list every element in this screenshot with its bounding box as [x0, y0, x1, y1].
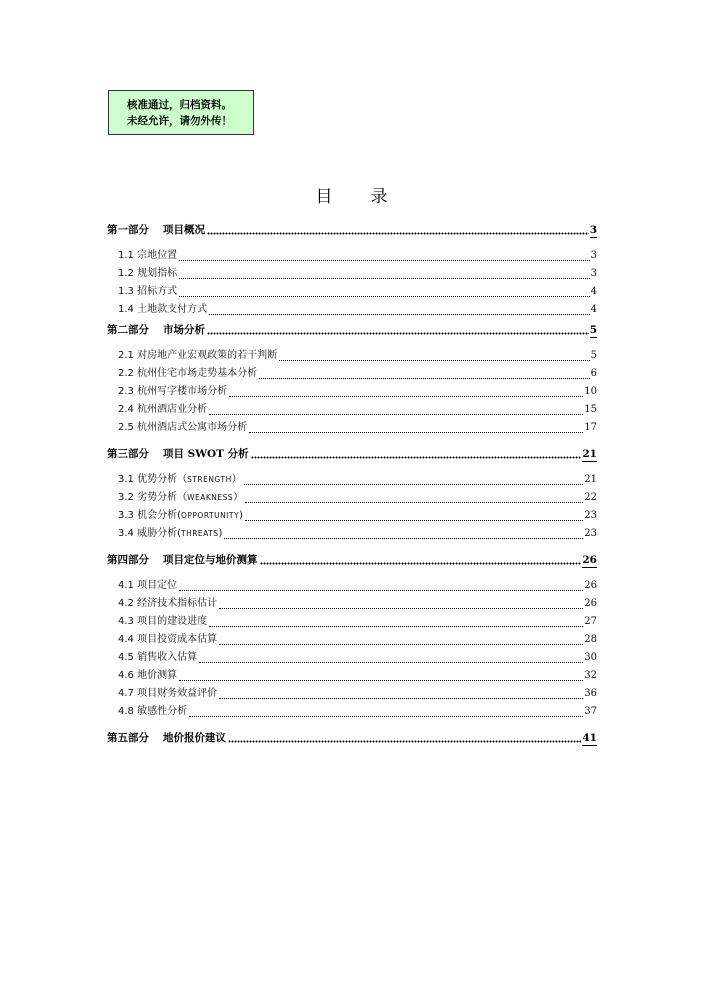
toc-section-paren-close: ): [239, 510, 243, 521]
toc-section-title: 4.8 敏感性分析: [118, 706, 188, 717]
toc-page-number: 22: [584, 492, 597, 503]
toc-entry-title: [118, 266, 177, 282]
toc-dot-leader: [245, 502, 583, 503]
toc-page-number: 26: [584, 598, 597, 609]
toc-part-title: 项目定位与地价测算: [163, 554, 258, 566]
toc-section-title: 3.1 优势分析（: [118, 474, 188, 485]
toc-dot-leader: [209, 626, 583, 627]
toc-section-title: 1.2 规划指标: [118, 268, 178, 279]
toc-dot-leader: [259, 378, 590, 379]
toc-dot-leader: [189, 716, 583, 717]
toc-title-char-2: 录: [370, 187, 388, 207]
toc-entry-title: [118, 526, 222, 542]
toc-entry-title: [118, 490, 243, 506]
toc-section-entry[interactable]: [118, 266, 597, 282]
toc-page-number: 5: [590, 350, 597, 361]
toc-part-number: 第五部分: [107, 732, 149, 744]
toc-section-entry[interactable]: [118, 526, 597, 542]
toc-page-number: 10: [584, 386, 597, 397]
toc-section-paren-close: ): [218, 528, 223, 539]
toc-dot-leader: [179, 296, 590, 297]
toc-entry-title: [118, 302, 207, 318]
toc-section-entry[interactable]: [118, 596, 597, 612]
toc-entry-title: [118, 248, 177, 264]
toc-title: [0, 182, 703, 207]
toc-dot-leader: [219, 698, 583, 699]
toc-page-number: 23: [584, 528, 597, 539]
toc-section-paren-close: ）: [233, 492, 244, 503]
toc-dot-leader: [199, 662, 583, 663]
toc-entry-title: [107, 552, 258, 568]
toc-page-number: 28: [584, 634, 597, 645]
toc-entry-title: [107, 322, 205, 338]
toc-section-title: 4.3 项目的建设进度: [118, 616, 208, 627]
toc-part-title: 地价报价建议: [163, 732, 226, 744]
toc-section-entry[interactable]: [118, 284, 597, 300]
toc-section-title: 1.1 宗地位置: [118, 250, 178, 261]
toc-section-english-term: STRENGTH: [187, 475, 232, 484]
toc-section-entry[interactable]: [118, 614, 597, 630]
toc-dot-leader: [228, 740, 581, 743]
toc-dot-leader: [209, 414, 583, 415]
toc-page-number: 36: [584, 688, 597, 699]
toc-section-title: 3.4 威胁分析(: [118, 528, 181, 539]
toc-part-number: 第三部分: [107, 448, 149, 460]
toc-page-number: 5: [589, 324, 597, 336]
toc-section-title: 4.6 地价测算: [118, 670, 178, 681]
toc-section-english-term: THREATS: [180, 529, 219, 538]
toc-dot-leader: [179, 680, 583, 681]
toc-dot-leader: [229, 396, 583, 397]
toc-dot-leader: [244, 484, 584, 485]
toc-section-paren-close: ）: [231, 474, 242, 485]
toc-entry-title: [118, 686, 217, 702]
toc-section-title: 3.3 机会分析(: [118, 510, 181, 521]
toc-page-number: 37: [584, 706, 597, 717]
toc-dot-leader: [245, 520, 583, 521]
toc-page-number: 17: [584, 422, 597, 433]
toc-part-title: 项目 SWOT 分析: [163, 448, 249, 460]
toc-dot-leader: [207, 232, 589, 235]
toc-section-entry[interactable]: [118, 366, 597, 382]
toc-entry-title: [107, 222, 205, 238]
toc-section-title: 2.2 杭州住宅市场走势基本分析: [118, 368, 258, 379]
toc-section-entry[interactable]: [118, 302, 597, 318]
toc-part-title: 项目概况: [163, 224, 205, 236]
toc-section-title: 2.1 对房地产业宏观政策的若干判断: [118, 350, 278, 361]
toc-title-char-1: 目: [315, 187, 333, 207]
toc-entry-title: [118, 402, 207, 418]
toc-entry-title: [118, 614, 207, 630]
toc-dot-leader: [260, 562, 582, 565]
toc-page-number: 4: [590, 304, 597, 315]
toc-dot-leader: [179, 278, 590, 279]
toc-section-entry[interactable]: [118, 650, 597, 666]
toc-entry-title: [118, 384, 227, 400]
toc-page-number: 27: [584, 616, 597, 627]
toc-section-entry[interactable]: [118, 384, 597, 400]
toc-section-entry[interactable]: [118, 704, 597, 720]
toc-section-entry[interactable]: [118, 490, 597, 506]
toc-page-number: 21: [582, 448, 597, 460]
toc-page-number: 32: [584, 670, 597, 681]
toc-page-number: 30: [584, 652, 597, 663]
toc-page-number: 23: [584, 510, 597, 521]
toc-section-title: 4.2 经济技术指标估计: [118, 598, 218, 609]
toc-page-number: 26: [582, 554, 597, 566]
toc-dot-leader: [279, 360, 590, 361]
toc-section-entry[interactable]: [118, 420, 597, 436]
toc-dot-leader: [251, 456, 582, 459]
toc-entry-title: [118, 420, 247, 436]
toc-part-number: 第二部分: [107, 324, 149, 336]
toc-part-entry[interactable]: [107, 552, 597, 568]
toc-page-number: 15: [584, 404, 597, 415]
toc-part-number: 第四部分: [107, 554, 149, 566]
toc-section-title: 2.5 杭州酒店式公寓市场分析: [118, 422, 248, 433]
toc-section-english-term: WEAKNESS: [187, 493, 234, 502]
toc-entry-title: [118, 578, 177, 594]
toc-section-entry[interactable]: [118, 508, 597, 524]
toc-section-entry[interactable]: [118, 402, 597, 418]
toc-section-title: 2.3 杭州写字楼市场分析: [118, 386, 228, 397]
toc-entry-title: [107, 730, 226, 746]
toc-section-english-term: OPPORTUNITY: [180, 511, 240, 520]
toc-page-number: 41: [582, 732, 597, 744]
toc-entry-title: [118, 348, 277, 364]
toc-section-title: 2.4 杭州酒店业分析: [118, 404, 208, 415]
notice-line-approved: 核准通过，归档资料。: [127, 99, 232, 111]
toc-dot-leader: [249, 432, 583, 433]
toc-section-entry[interactable]: [118, 578, 597, 594]
toc-dot-leader: [207, 332, 589, 335]
toc-entry-title: [118, 284, 177, 300]
toc-entry-title: [118, 650, 197, 666]
toc-page-number: 21: [584, 474, 597, 485]
toc-dot-leader: [209, 314, 590, 315]
toc-entry-title: [118, 508, 243, 524]
toc-entry-title: [118, 668, 177, 684]
toc-entry-title: [107, 446, 249, 462]
toc-section-entry[interactable]: [118, 248, 597, 264]
toc-section-entry[interactable]: [118, 686, 597, 702]
toc-dot-leader: [179, 260, 590, 261]
toc-section-title: 4.1 项目定位: [118, 580, 178, 591]
toc-page-number: 3: [590, 268, 597, 279]
toc-page-number: 3: [590, 250, 597, 261]
toc-part-entry[interactable]: [107, 222, 597, 238]
toc-page-number: 26: [584, 580, 597, 591]
confidential-notice-box: [108, 90, 254, 135]
toc-section-entry[interactable]: [118, 632, 597, 648]
toc-dot-leader: [219, 644, 583, 645]
toc-entry-title: [118, 632, 217, 648]
toc-section-title: 1.3 招标方式: [118, 286, 178, 297]
toc-entry-title: [118, 366, 257, 382]
toc-page-number: 6: [590, 368, 597, 379]
toc-entry-title: [118, 704, 187, 720]
notice-line-no-distribution: 未经允许，请勿外传！: [127, 115, 232, 127]
toc-dot-leader: [224, 538, 583, 539]
toc-section-title: 4.7 项目财务效益评价: [118, 688, 218, 699]
toc-section-title: 1.4 土地款支付方式: [118, 304, 208, 315]
toc-section-title: 4.5 销售收入估算: [118, 652, 198, 663]
toc-part-entry[interactable]: [107, 730, 597, 746]
toc-section-title: 4.4 项目投资成本估算: [118, 634, 218, 645]
toc-section-entry[interactable]: [118, 472, 597, 488]
toc-section-entry[interactable]: [118, 668, 597, 684]
toc-section-entry[interactable]: [118, 348, 597, 364]
toc-part-entry[interactable]: [107, 322, 597, 338]
toc-page-number: 4: [590, 286, 597, 297]
toc-dot-leader: [219, 608, 583, 609]
toc-part-title: 市场分析: [163, 324, 205, 336]
toc-dot-leader: [179, 590, 583, 591]
toc-section-title: 3.2 劣势分析（: [118, 492, 188, 503]
toc-entry-title: [118, 472, 242, 488]
toc-part-entry[interactable]: [107, 446, 597, 462]
toc-part-number: 第一部分: [107, 224, 149, 236]
toc-page-number: 3: [589, 224, 597, 236]
toc-entry-title: [118, 596, 217, 612]
